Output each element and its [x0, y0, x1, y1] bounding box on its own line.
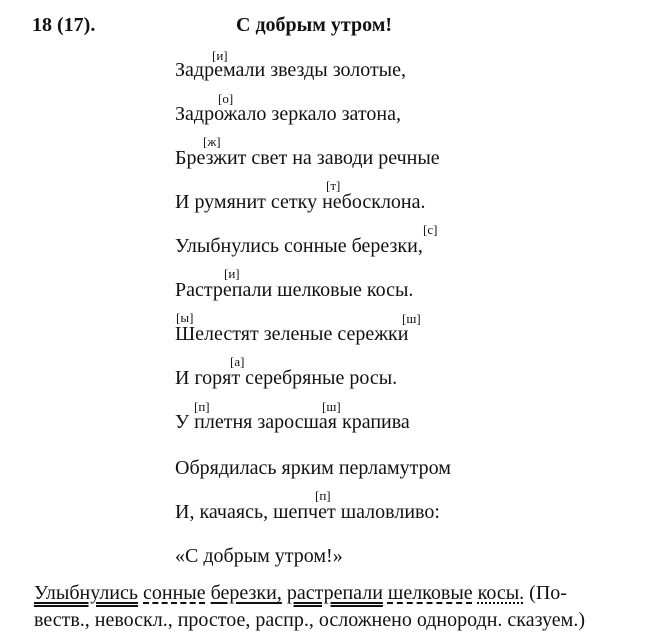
subject-word: березки, [210, 582, 282, 604]
poem-line: И горят серебряные росы. [175, 367, 398, 389]
poem-line: И румянит сетку небосклона. [175, 191, 426, 213]
analysis-line-2: веств., невоскл., простое, распр., осложнено однородн. сказуем.) [34, 609, 585, 631]
phonetic-mark: [о] [218, 91, 234, 106]
object-word: косы. [477, 582, 525, 604]
phonetic-mark: [ж] [203, 134, 221, 149]
poem-line: «С добрым утром!» [175, 545, 343, 567]
phonetic-mark: [т] [326, 178, 341, 193]
phonetic-mark: [с] [423, 222, 438, 237]
poem-line: Растрепали шелковые косы. [175, 279, 414, 301]
phonetic-mark: [и] [212, 48, 228, 63]
predicate-word: растрепали [286, 582, 383, 604]
poem-title: С добрым утром! [236, 14, 393, 36]
phonetic-mark: [а] [230, 354, 245, 369]
phonetic-mark: [п] [194, 399, 210, 414]
attribute-word: сонные [143, 582, 206, 604]
phonetic-mark: [п] [315, 488, 331, 503]
phonetic-mark: [ш] [322, 399, 341, 414]
phonetic-mark: [и] [224, 266, 240, 281]
analysis-line-1 [34, 580, 646, 607]
phonetic-mark: [ш] [402, 311, 421, 326]
poem-line: Обрядилась ярким перламутром [175, 457, 451, 479]
attribute-word: шелковые [387, 582, 473, 604]
poem-line: У плетня заросшая крапива [175, 411, 410, 433]
exercise-number: 18 (17). [32, 14, 96, 36]
sentence-analysis [34, 580, 646, 634]
poem-line: Брезжит свет на заводи речные [175, 147, 440, 169]
analysis-tail: (По- [524, 582, 567, 604]
poem-line: Задрожало зеркало затона, [175, 103, 401, 125]
phonetic-mark: [ы] [176, 310, 194, 325]
poem-line: Задремали звезды золотые, [175, 59, 406, 81]
predicate-word: Улыбнулись [34, 582, 139, 604]
poem-line: И, качаясь, шепчет шаловливо: [175, 501, 440, 523]
poem-line: Шелестят зеленые сережки [175, 323, 409, 345]
poem-line: Улыбнулись сонные березки, [175, 235, 423, 257]
